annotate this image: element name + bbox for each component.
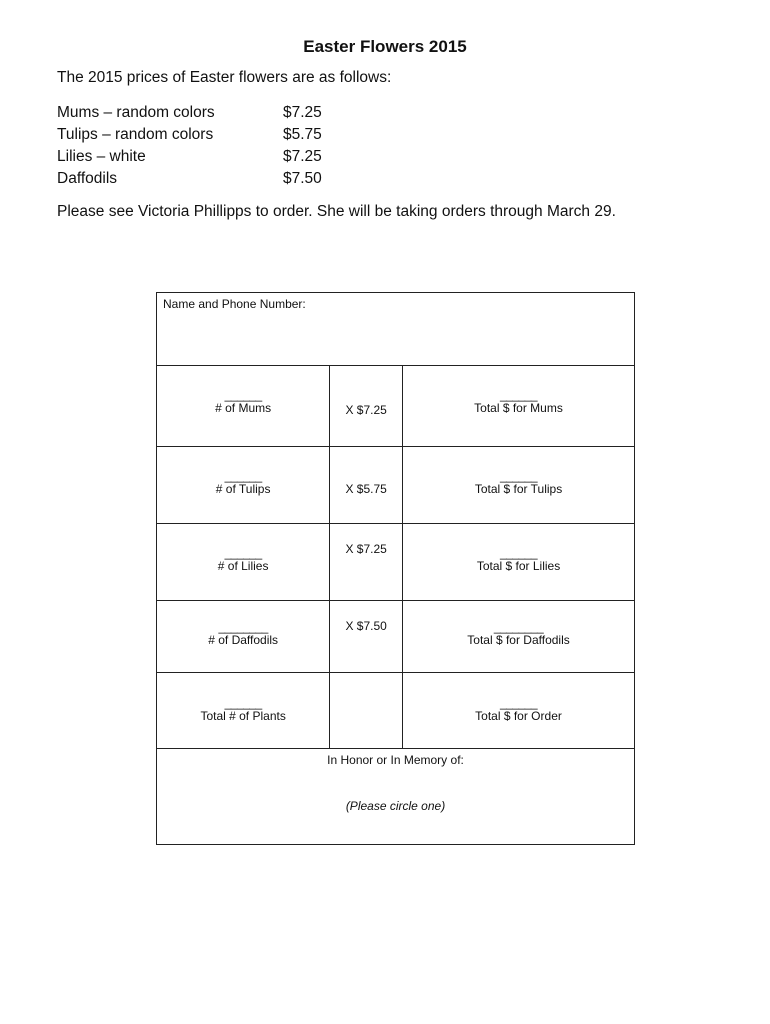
form-row-daffodils xyxy=(157,601,635,673)
price-name: Mums – random colors xyxy=(57,104,215,121)
price-row-mums xyxy=(57,102,357,124)
mums-count-field[interactable] xyxy=(157,366,330,447)
order-instructions: Please see Victoria Phillipps to order. She will be taking orders through March 29. xyxy=(57,203,616,220)
name-phone-label: Name and Phone Number: xyxy=(163,297,306,311)
blank-line: ______ xyxy=(224,696,262,710)
tulips-multiplier xyxy=(330,447,403,524)
name-phone-field[interactable] xyxy=(157,293,635,366)
total-plants-field[interactable] xyxy=(157,673,330,749)
blank-line: ______ xyxy=(499,546,538,560)
price-name: Lilies – white xyxy=(57,148,146,165)
form-row-mums xyxy=(157,366,635,447)
daffodils-count-field[interactable] xyxy=(157,601,330,673)
document-title: Easter Flowers 2015 xyxy=(303,37,467,56)
total-order-label: Total $ for Order xyxy=(475,709,562,723)
price-row-tulips xyxy=(57,124,357,146)
price-name: Tulips – random colors xyxy=(57,126,214,143)
honor-memory-label: In Honor or In Memory of: xyxy=(327,753,464,767)
form-row-totals xyxy=(157,673,635,749)
blank-line: ______ xyxy=(224,546,262,560)
blank-line: ________ xyxy=(493,620,544,634)
multiplier-label: X $7.50 xyxy=(345,619,387,633)
blank-line: ______ xyxy=(499,696,538,710)
price-list xyxy=(57,102,357,190)
price-value: $7.50 xyxy=(283,170,322,187)
lilies-count-field[interactable] xyxy=(157,524,330,601)
multiplier-label: X $5.75 xyxy=(345,482,387,496)
blank-line: ______ xyxy=(224,388,262,402)
total-plants-label: Total # of Plants xyxy=(200,709,286,723)
lilies-total-label: Total $ for Lilies xyxy=(476,559,561,573)
lilies-multiplier xyxy=(330,524,403,601)
tulips-total-label: Total $ for Tulips xyxy=(474,482,563,496)
intro-text: The 2015 prices of Easter flowers are as follows: xyxy=(57,69,392,86)
daffodils-total-label: Total $ for Daffodils xyxy=(467,633,570,647)
lilies-count-label: # of Lilies xyxy=(217,559,269,573)
price-value: $5.75 xyxy=(283,126,322,143)
price-row-daffodils xyxy=(57,168,357,190)
mums-count-label: # of Mums xyxy=(215,401,272,415)
form-row-lilies xyxy=(157,524,635,601)
tulips-total-field[interactable] xyxy=(403,447,635,524)
tulips-count-field[interactable] xyxy=(157,447,330,524)
mums-total-label: Total $ for Mums xyxy=(474,401,563,415)
price-row-lilies xyxy=(57,146,357,168)
price-name: Daffodils xyxy=(57,170,118,187)
daffodils-count-label: # of Daffodils xyxy=(208,633,279,647)
circle-one-note: (Please circle one) xyxy=(345,799,446,813)
totals-empty-cell xyxy=(330,673,403,749)
mums-total-field[interactable] xyxy=(403,366,635,447)
blank-line: ______ xyxy=(499,388,538,402)
multiplier-label: X $7.25 xyxy=(345,403,387,417)
total-order-field[interactable] xyxy=(403,673,635,749)
blank-line: ________ xyxy=(218,620,268,634)
blank-line: ______ xyxy=(224,469,262,483)
daffodils-total-field[interactable] xyxy=(403,601,635,673)
mums-multiplier xyxy=(330,366,403,447)
tulips-count-label: # of Tulips xyxy=(215,482,271,496)
price-value: $7.25 xyxy=(283,104,322,121)
multiplier-label: X $7.25 xyxy=(345,542,387,556)
lilies-total-field[interactable] xyxy=(403,524,635,601)
price-value: $7.25 xyxy=(283,148,322,165)
order-form-table xyxy=(156,292,635,845)
daffodils-multiplier xyxy=(330,601,403,673)
form-row-tulips xyxy=(157,447,635,524)
honor-memory-field[interactable] xyxy=(157,749,635,845)
blank-line: ______ xyxy=(499,469,538,483)
